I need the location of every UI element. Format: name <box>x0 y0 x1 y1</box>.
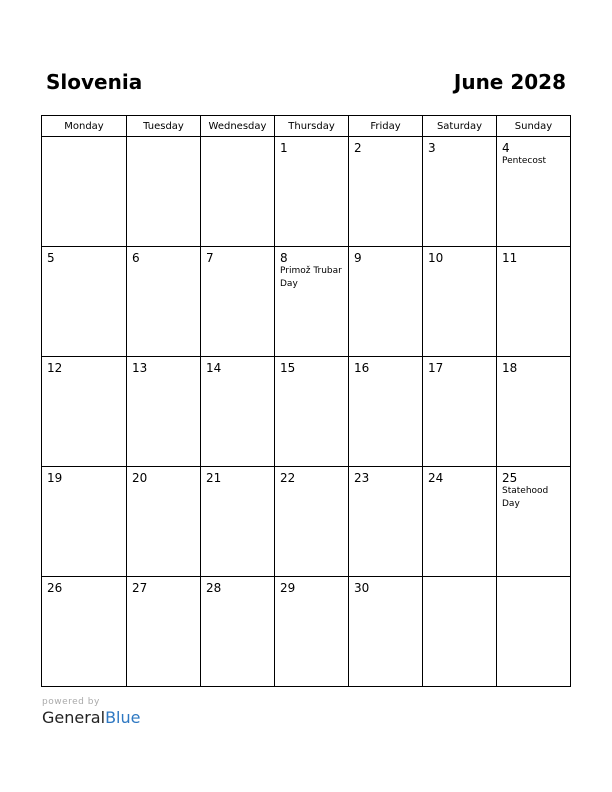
day-number: 28 <box>206 581 222 595</box>
holiday-label: Primož Trubar Day <box>280 266 342 289</box>
day-cell <box>42 577 127 687</box>
calendar-grid <box>41 115 571 687</box>
day-cell <box>201 467 275 577</box>
day-cell <box>497 137 571 247</box>
day-cell <box>275 357 349 467</box>
weekday-header: Tuesday <box>127 116 201 137</box>
day-cell <box>275 577 349 687</box>
day-cell <box>275 247 349 357</box>
week-row <box>42 137 571 247</box>
day-number: 23 <box>354 471 370 485</box>
day-number: 7 <box>206 251 214 265</box>
weekday-header-row <box>42 116 571 137</box>
weekday-header: Saturday <box>423 116 497 137</box>
day-cell <box>42 357 127 467</box>
day-number: 9 <box>354 251 362 265</box>
day-number: 16 <box>354 361 370 375</box>
week-row <box>42 577 571 687</box>
day-cell <box>423 577 497 687</box>
day-cell <box>42 247 127 357</box>
day-number: 21 <box>206 471 222 485</box>
day-cell <box>127 137 201 247</box>
footer-branding <box>42 697 140 727</box>
day-number: 15 <box>280 361 296 375</box>
day-cell <box>349 577 423 687</box>
day-number: 26 <box>47 581 63 595</box>
powered-by-text: powered by <box>42 697 100 707</box>
day-cell <box>127 577 201 687</box>
day-number <box>42 137 126 141</box>
day-number: 8 <box>280 251 288 265</box>
weekday-header: Wednesday <box>201 116 275 137</box>
day-number: 2 <box>354 141 362 155</box>
day-number: 12 <box>47 361 63 375</box>
day-number: 14 <box>206 361 222 375</box>
day-cell <box>127 467 201 577</box>
calendar-country-title: Slovenia <box>46 70 143 94</box>
day-cell <box>349 137 423 247</box>
brand-logo <box>42 708 140 727</box>
day-cell <box>423 247 497 357</box>
weekday-header: Monday <box>42 116 127 137</box>
day-number: 27 <box>132 581 148 595</box>
brand-name-part1: General <box>42 708 106 727</box>
day-number: 13 <box>132 361 148 375</box>
weekday-header: Friday <box>349 116 423 137</box>
day-number <box>201 137 274 141</box>
calendar-month-title: June 2028 <box>453 70 566 94</box>
week-row <box>42 467 571 577</box>
weekday-header: Thursday <box>275 116 349 137</box>
day-cell <box>423 137 497 247</box>
day-cell <box>201 577 275 687</box>
day-number: 24 <box>428 471 444 485</box>
day-number: 29 <box>280 581 296 595</box>
day-number: 22 <box>280 471 296 485</box>
day-cell <box>349 247 423 357</box>
day-number: 19 <box>47 471 63 485</box>
day-cell <box>201 357 275 467</box>
day-cell <box>201 137 275 247</box>
day-number: 11 <box>502 251 518 265</box>
day-cell <box>275 467 349 577</box>
day-number: 5 <box>47 251 55 265</box>
day-cell <box>497 247 571 357</box>
day-cell <box>42 137 127 247</box>
day-cell <box>127 357 201 467</box>
day-cell <box>349 357 423 467</box>
day-number <box>127 137 200 141</box>
week-row <box>42 247 571 357</box>
day-cell <box>497 467 571 577</box>
day-cell <box>497 577 571 687</box>
day-number: 10 <box>428 251 444 265</box>
holiday-label: Statehood Day <box>502 486 549 509</box>
day-number: 18 <box>502 361 518 375</box>
day-number: 17 <box>428 361 444 375</box>
day-number: 6 <box>132 251 140 265</box>
day-number: 1 <box>280 141 288 155</box>
day-cell <box>127 247 201 357</box>
day-cell <box>497 357 571 467</box>
day-number: 30 <box>354 581 370 595</box>
weekday-header: Sunday <box>497 116 571 137</box>
day-cell <box>201 247 275 357</box>
week-row <box>42 357 571 467</box>
day-number: 3 <box>428 141 436 155</box>
day-cell <box>349 467 423 577</box>
day-number <box>423 577 496 581</box>
day-cell <box>42 467 127 577</box>
day-number: 20 <box>132 471 148 485</box>
day-cell <box>275 137 349 247</box>
holiday-label: Pentecost <box>502 156 547 166</box>
day-number: 4 <box>502 141 510 155</box>
day-number <box>497 577 570 581</box>
brand-name-part2: Blue <box>105 708 141 727</box>
day-cell <box>423 357 497 467</box>
day-cell <box>423 467 497 577</box>
day-number: 25 <box>502 471 518 485</box>
